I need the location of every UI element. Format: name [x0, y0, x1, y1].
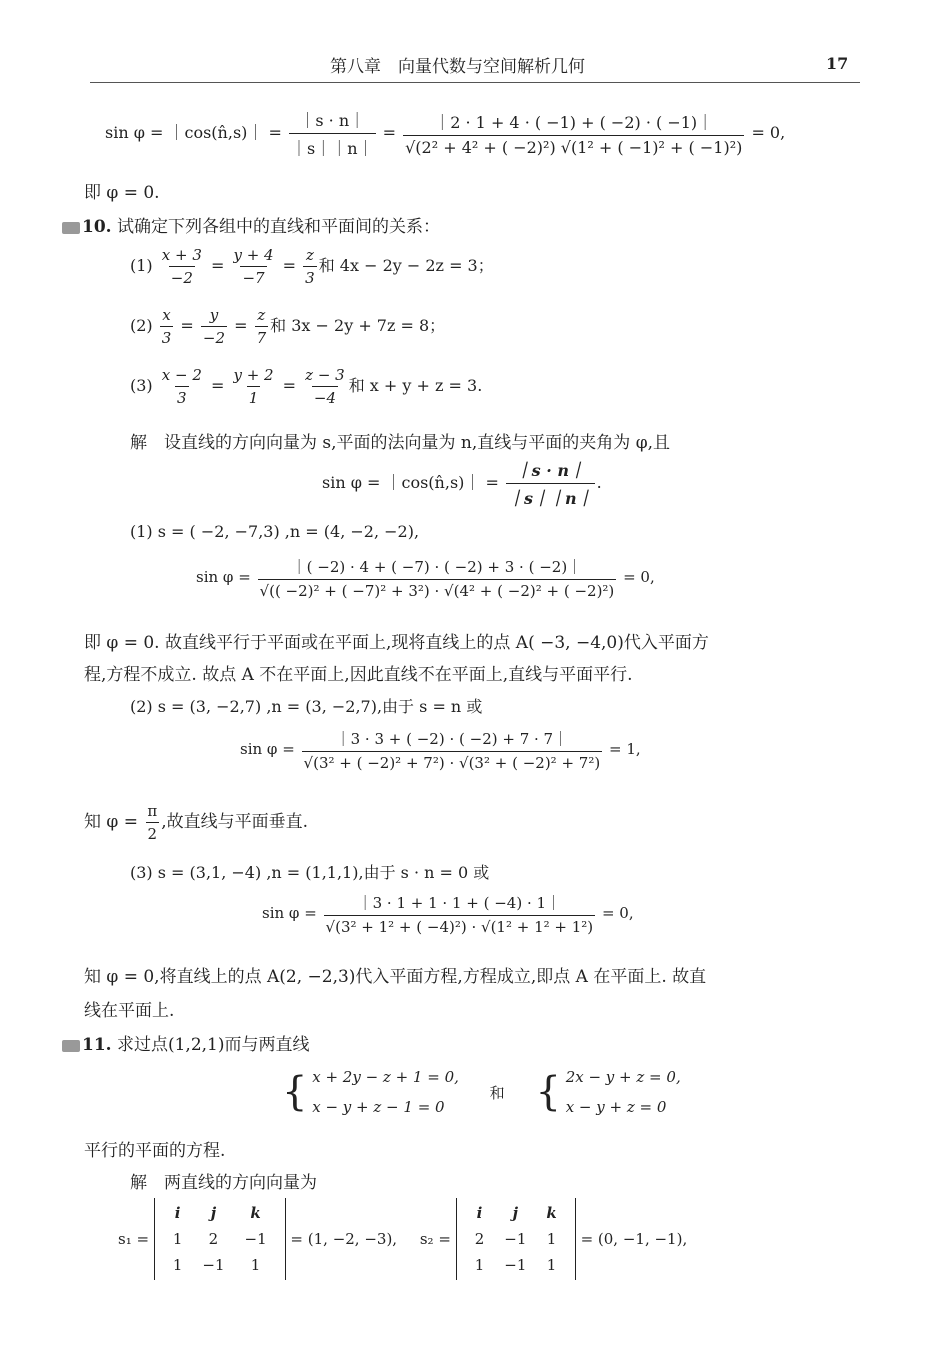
part2-text: 知 φ = $\frac{\pi}{2}$ ,故直线与平面垂直. — [84, 802, 309, 843]
top-formula: sin φ = ｜cos(n̂,s)｜ = $\frac{|s \cdot n|}{|s||n|}$ = $\frac{|2 \cdot 1 + 4 \cdot ( -1) + ( -2) \cdot ( -1)|}{\text{√(2² + 4² + ( −2)²) √(1² + ( −1)² + ( −1)²)}}$ = 0, — [105, 108, 785, 159]
running-header: 第八章 向量代数与空间解析几何 — [330, 57, 585, 77]
determinant-s2: i j k 2 −1 1 1 −1 1 — [456, 1198, 576, 1280]
pencil-icon — [62, 1040, 80, 1052]
solution-formula: sin φ = ｜cos(n̂,s)｜ = $\frac{|s \cdot n|}{|s||n|}$ . — [322, 461, 602, 508]
part2-formula: sin φ = $\frac{|3 \cdot 3 + ( -2) \cdot ( -2) + 7 \cdot 7|}{\text{√(3² + ( −2)² + 7²) · √(3² + ( −2)² + 7²)}}$ = 1, — [240, 730, 641, 772]
question-title: 求过点(1,2,1)而与两直线 — [116, 1035, 310, 1055]
question-10-heading — [62, 212, 440, 237]
fraction: $\frac{|2 \cdot 1 + 4 \cdot ( -1) + ( -2) \cdot ( -1)|}{\text{√(2² + 4² + ( −2)²) √(1² + ( −1)² + ( −1)²)}}$ — [405, 113, 743, 157]
left-brace: { — [282, 1069, 308, 1115]
question-number: 10. — [82, 217, 112, 237]
pencil-icon — [62, 222, 80, 234]
part3-text-line2: 线在平面上. — [84, 1001, 175, 1021]
conclusion-text: 即 φ = 0. — [84, 183, 160, 203]
q11-tail: 平行的平面的方程. — [84, 1141, 226, 1161]
determinant-s1: i j k 1 2 −1 1 −1 1 — [154, 1198, 286, 1280]
result: = 0, — [751, 123, 786, 142]
question-title: 试确定下列各组中的直线和平面间的关系： — [116, 217, 440, 237]
part1-vectors: (1) s = ( −2, −7,3) ,n = (4, −2, −2), — [130, 522, 420, 541]
q11-solution: 解 两直线的方向向量为 — [130, 1173, 317, 1193]
part3-vectors: (3) s = (3,1, −4) ,n = (1,1,1),由于 s · n = 0 或 — [130, 863, 490, 882]
question-number: 11. — [82, 1035, 112, 1055]
question-11-heading — [62, 1030, 310, 1055]
header-rule — [90, 82, 860, 83]
part3-text-line1: 知 φ = 0,将直线上的点 A(2, −2,3)代入平面方程,方程成立,即点 A 在平面上. 故直 — [84, 967, 707, 987]
q10-item-2: (2) $\frac{x}{3}$ = $\frac{y}{-2}$ = $\frac{z}{7}$ 和 3x − 2y + 7z = 8； — [130, 306, 446, 347]
fraction: $\frac{|s \cdot n|}{|s||n|}$ — [290, 111, 374, 158]
sin-lhs: sin φ = ｜cos(n̂,s)｜ = — [105, 123, 282, 142]
q10-item-3: (3) $\frac{x - 2}{3}$ = $\frac{y + 2}{1}$ = $\frac{z - 3}{-4}$ 和 x + y + z = 3. — [130, 366, 483, 407]
left-brace: { — [535, 1069, 561, 1115]
equation-systems: { x + 2y − z + 1 = 0, x − y + z − 1 = 0 和 { 2x − y + z = 0, x − y + z = 0 — [282, 1068, 681, 1116]
part1-text-line1: 即 φ = 0. 故直线平行于平面或在平面上,现将直线上的点 A( −3, −4,0)代入平面方 — [84, 633, 709, 653]
page-number: 17 — [826, 54, 849, 73]
part1-formula: sin φ = $\frac{|( -2) \cdot 4 + ( -7) \cdot ( -2) + 3 \cdot ( -2)|}{\text{√(( −2)² + ( −7)² + 3²) · √(4² + ( −2)² + ( −2)²)}}$ = 0, — [196, 558, 655, 600]
part2-vectors: (2) s = (3, −2,7) ,n = (3, −2,7),由于 s = n 或 — [130, 697, 483, 716]
part3-formula: sin φ = $\frac{|3 \cdot 1 + 1 \cdot 1 + ( -4) \cdot 1|}{\text{√(3² + 1² + ( −4)²) · √(1² + 1² + 1²)}}$ = 0, — [262, 894, 634, 936]
part1-text-line2: 程,方程不成立. 故点 A 不在平面上,因此直线不在平面上,直线与平面平行. — [84, 665, 633, 685]
solution-intro: 解 设直线的方向向量为 s,平面的法向量为 n,直线与平面的夹角为 φ,且 — [130, 433, 670, 453]
determinants: s₁ = i j k 1 2 −1 1 −1 1 = (1, −2, −3), s₂ = i j k 2 −1 1 1 −1 1 = (0, −1, −1), — [118, 1198, 687, 1280]
q10-item-1: (1) $\frac{x + 3}{-2}$ = $\frac{y + 4}{-7}$ = $\frac{z}{3}$ 和 4x − 2y − 2z = 3； — [130, 246, 494, 287]
